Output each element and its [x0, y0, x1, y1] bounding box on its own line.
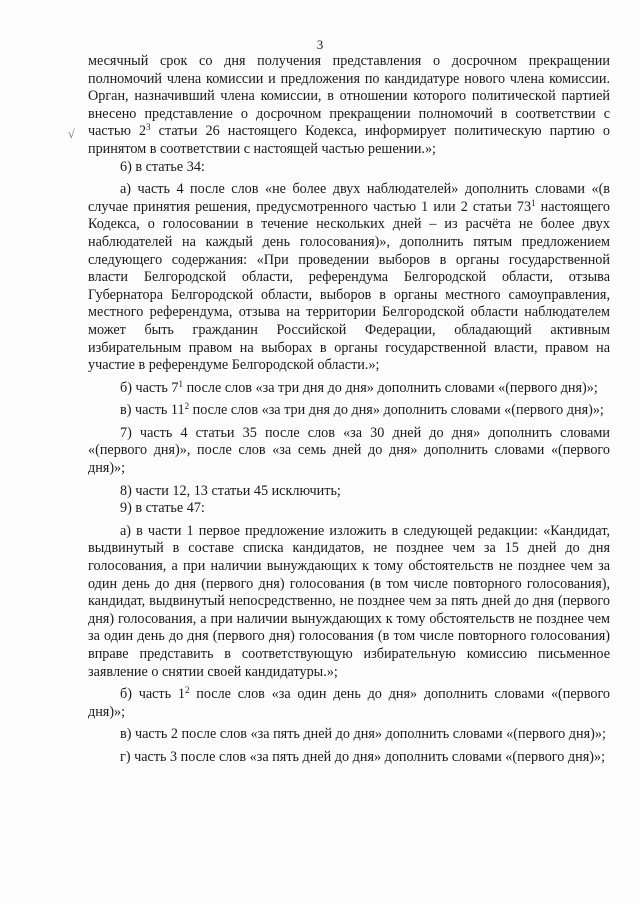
- paragraph-continuation: месячный срок со дня получения представления о досрочном прекращении полномочий члена комиссии и предложения по кандидатуре нового члена комиссии. Орган, назначивший члена комиссии, в отношении которого политической партией внесено представление о досрочном прекращении полномочий в соответствии с частью $2^3$ статьи 26 настоящего Кодекса, информирует политическую партию о принятом в соответствии с настоящей частью решении.»;: [88, 53, 610, 157]
- margin-check-mark: √: [68, 127, 75, 141]
- paragraph-item-9d: г) часть 3 после слов «за пять дней до дня» дополнить словами «(первого дня)»;: [120, 748, 606, 765]
- paragraph-item-6c: в) часть $11^2$ после слов «за три дня до дня» дополнить словами «(первого дня)»;: [120, 401, 604, 419]
- paragraph-item-7: 7) часть 4 статьи 35 после слов «за 30 дней до дня» дополнить словами «(первого дня)», после слов «за семь дней до дня» дополнить словами «(первого дня)»;: [88, 424, 610, 477]
- paragraph-item-8: 8) части 12, 13 статьи 45 исключить;: [120, 482, 341, 499]
- document-body: [88, 53, 610, 767]
- paragraph-item-9a: а) в части 1 первое предложение изложить в следующей редакции: «Кандидат, выдвинутый в составе списка кандидатов, не позднее чем за 15 дней до дня голосования, а при наличии вынуждающих к тому обстоятельств не позднее чем за один день до дня (первого дня) голосования (в том числе повторного голосования), кандидат, выдвинутый непосредственно, не позднее чем за пять дней до дня (первого дня) голосования, а при наличии вынуждающих к тому обстоятельств не позднее чем за один день до дня (первого дня) голосования (в том числе повторного голосования) вправе представить в соответствующую избирательную комиссию письменное заявление о снятии своей кандидатуры.»;: [88, 522, 610, 680]
- paragraph-item-9c: в) часть 2 после слов «за пять дней до дня» дополнить словами «(первого дня)»;: [120, 726, 606, 743]
- paragraph-item-9: 9) в статье 47:: [120, 500, 205, 517]
- paragraph-item-6: 6) в статье 34:: [120, 158, 205, 175]
- page-number: 3: [316, 37, 324, 52]
- paragraph-item-9b: б) часть $1^2$ после слов «за один день до дня» дополнить словами «(первого дня)»;: [88, 685, 611, 720]
- paragraph-item-6a: а) часть 4 после слов «не более двух наблюдателей» дополнить словами «(в случае принятия решения, предусмотренного частью 1 или 2 статьи $73^1$ настоящего Кодекса, о голосовании в течение нескольких дней – из расчёта не более двух наблюдателей на каждый день голосования)», дополнить пятым предложением следующего содержания: «При проведении выборов в органы государственной власти Белгородской области, референдума Белгородской области, отзыва Губернатора Белгородской области, выборов в органы местного самоуправления, местного референдума, отзыва на территории Белгородской области наблюдателем может быть гражданин Российской Федерации, обладающий активным избирательным правом на выборах в органы государственной власти, правом на участие в референдуме Белгородской области.»;: [88, 181, 610, 374]
- paragraph-item-6b: б) часть $7^1$ после слов «за три дня до дня» дополнить словами «(первого дня)»;: [120, 378, 598, 396]
